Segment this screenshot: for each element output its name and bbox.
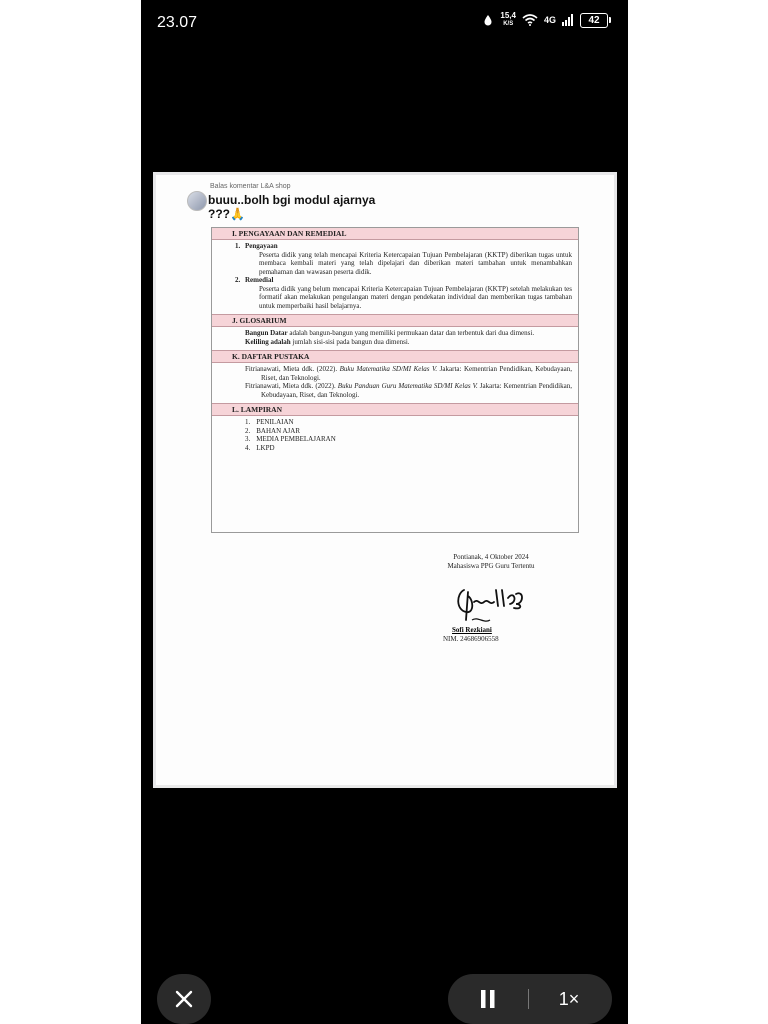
pause-button[interactable] <box>448 974 528 1024</box>
reply-comment-label: Balas komentar L&A shop <box>210 183 291 190</box>
section-heading-bibliography: K. DAFTAR PUSTAKA <box>212 350 578 363</box>
glossary-term: Keliling adalah <box>245 337 291 346</box>
sign-role: Mahasiswa PPG Guru Tertentu <box>447 562 535 570</box>
status-icons <box>482 12 608 28</box>
phone-screen <box>141 0 628 1024</box>
module-table <box>211 227 579 533</box>
attachment-text: PENILAIAN <box>256 418 294 426</box>
reference-entry <box>245 365 572 382</box>
section-body-glossary <box>212 327 578 350</box>
signer-nim: NIM. 24686906558 <box>443 635 499 643</box>
attachment-item <box>245 418 572 427</box>
wifi-icon <box>522 14 538 26</box>
remedial-text: Peserta didik yang belum mencapai Kriteria Ketercapaian Tujuan Pembelajaran (KKTP) setelah melakukan tes formatif akan melakukan pengulangan materi dengan pendekatan individual dan memberikan tugas tambahan untuk memperbaiki hasil belajarnya. <box>259 284 572 310</box>
pause-icon <box>479 989 497 1009</box>
enrichment-item <box>235 242 572 276</box>
signer-name: Sofi Rezkiani <box>452 626 492 634</box>
attachment-text: MEDIA PEMBELAJARAN <box>256 435 336 443</box>
status-time: 23.07 <box>157 14 198 31</box>
reference-publisher: Jakarta: Kementrian Pendidikan, Kebudayaan, Riset, dan Teknologi. <box>261 365 572 382</box>
remedial-item <box>235 276 572 310</box>
glossary-definition: jumlah sisi-sisi pada bangun dua dimensi. <box>290 337 410 346</box>
reference-author: Fitrianawati, Mieta ddk. (2022). <box>245 365 340 373</box>
battery-indicator: 42 <box>580 13 608 28</box>
enrichment-number: 1. <box>235 242 241 250</box>
data-saver-icon <box>482 14 494 26</box>
reference-publisher: Jakarta: Kementrian Pendidikan, Kebudayaan, Riset, dan Teknologi. <box>261 382 572 399</box>
network-speed-unit: K/S <box>503 21 514 27</box>
attachment-text: BAHAN AJAR <box>256 426 301 435</box>
status-bar <box>141 0 628 46</box>
remedial-title: Remedial <box>245 276 274 284</box>
close-icon <box>175 990 193 1008</box>
network-speed <box>500 12 516 28</box>
section-heading-glossary: J. GLOSARIUM <box>212 314 578 327</box>
enrichment-title: Pengayaan <box>245 242 278 250</box>
attachment-text: LKPD <box>256 443 275 452</box>
glossary-term: Bangun Datar <box>245 329 288 337</box>
network-type: 4G <box>543 15 556 25</box>
attachment-item <box>245 444 572 453</box>
attachment-item <box>245 427 572 436</box>
glossary-definition: adalah bangun-bangun yang memiliki permukaan datar dan terbentuk dari dua dimensi. <box>287 329 535 337</box>
enrichment-text: Peserta didik yang telah mencapai Kriteria Ketercapaian Tujuan Pembelajaran (KKTP) diberikan tugas untuk membaca kembali materi yang telah dipelajari dan diberikan materi tambahan untuk menambahkan pemahaman dan wawasan peserta didik. <box>259 250 572 276</box>
signature-block <box>421 553 561 571</box>
attachment-number: 4. <box>245 443 251 452</box>
section-body-bibliography <box>212 363 578 403</box>
playback-speed-button[interactable]: 1× <box>558 988 580 1009</box>
comment-text: buuu..bolh bgi modul ajarnya ???🙏 <box>208 193 376 221</box>
attachment-item <box>245 435 572 444</box>
attachment-number: 2. <box>245 426 251 435</box>
sign-place-date: Pontianak, 4 Oktober 2024 <box>453 553 529 561</box>
reference-title: Buku Matematika SD/MI Kelas V. <box>339 365 438 373</box>
glossary-line <box>245 329 572 338</box>
reference-entry <box>245 382 572 399</box>
reference-title: Buku Panduan Guru Matematika SD/MI Kelas V. <box>337 382 478 390</box>
section-body-attachments <box>212 416 578 456</box>
signal-icon <box>562 14 574 26</box>
section-body-remedial <box>212 240 578 314</box>
network-speed-value: 15,4 <box>500 11 516 20</box>
document-page <box>153 172 617 788</box>
section-heading-attachments: L. LAMPIRAN <box>212 403 578 416</box>
glossary-line <box>245 338 572 347</box>
attachment-number: 3. <box>245 435 251 443</box>
commenter-avatar <box>187 191 207 211</box>
remedial-number: 2. <box>235 276 241 284</box>
handwritten-signature <box>444 580 534 628</box>
section-heading-remedial: I. PENGAYAAN DAN REMEDIAL <box>212 228 578 240</box>
close-button[interactable] <box>157 974 211 1024</box>
reference-author: Fitrianawati, Mieta ddk. (2022). <box>245 382 338 390</box>
playback-controls <box>448 974 612 1024</box>
attachment-number: 1. <box>245 418 251 426</box>
